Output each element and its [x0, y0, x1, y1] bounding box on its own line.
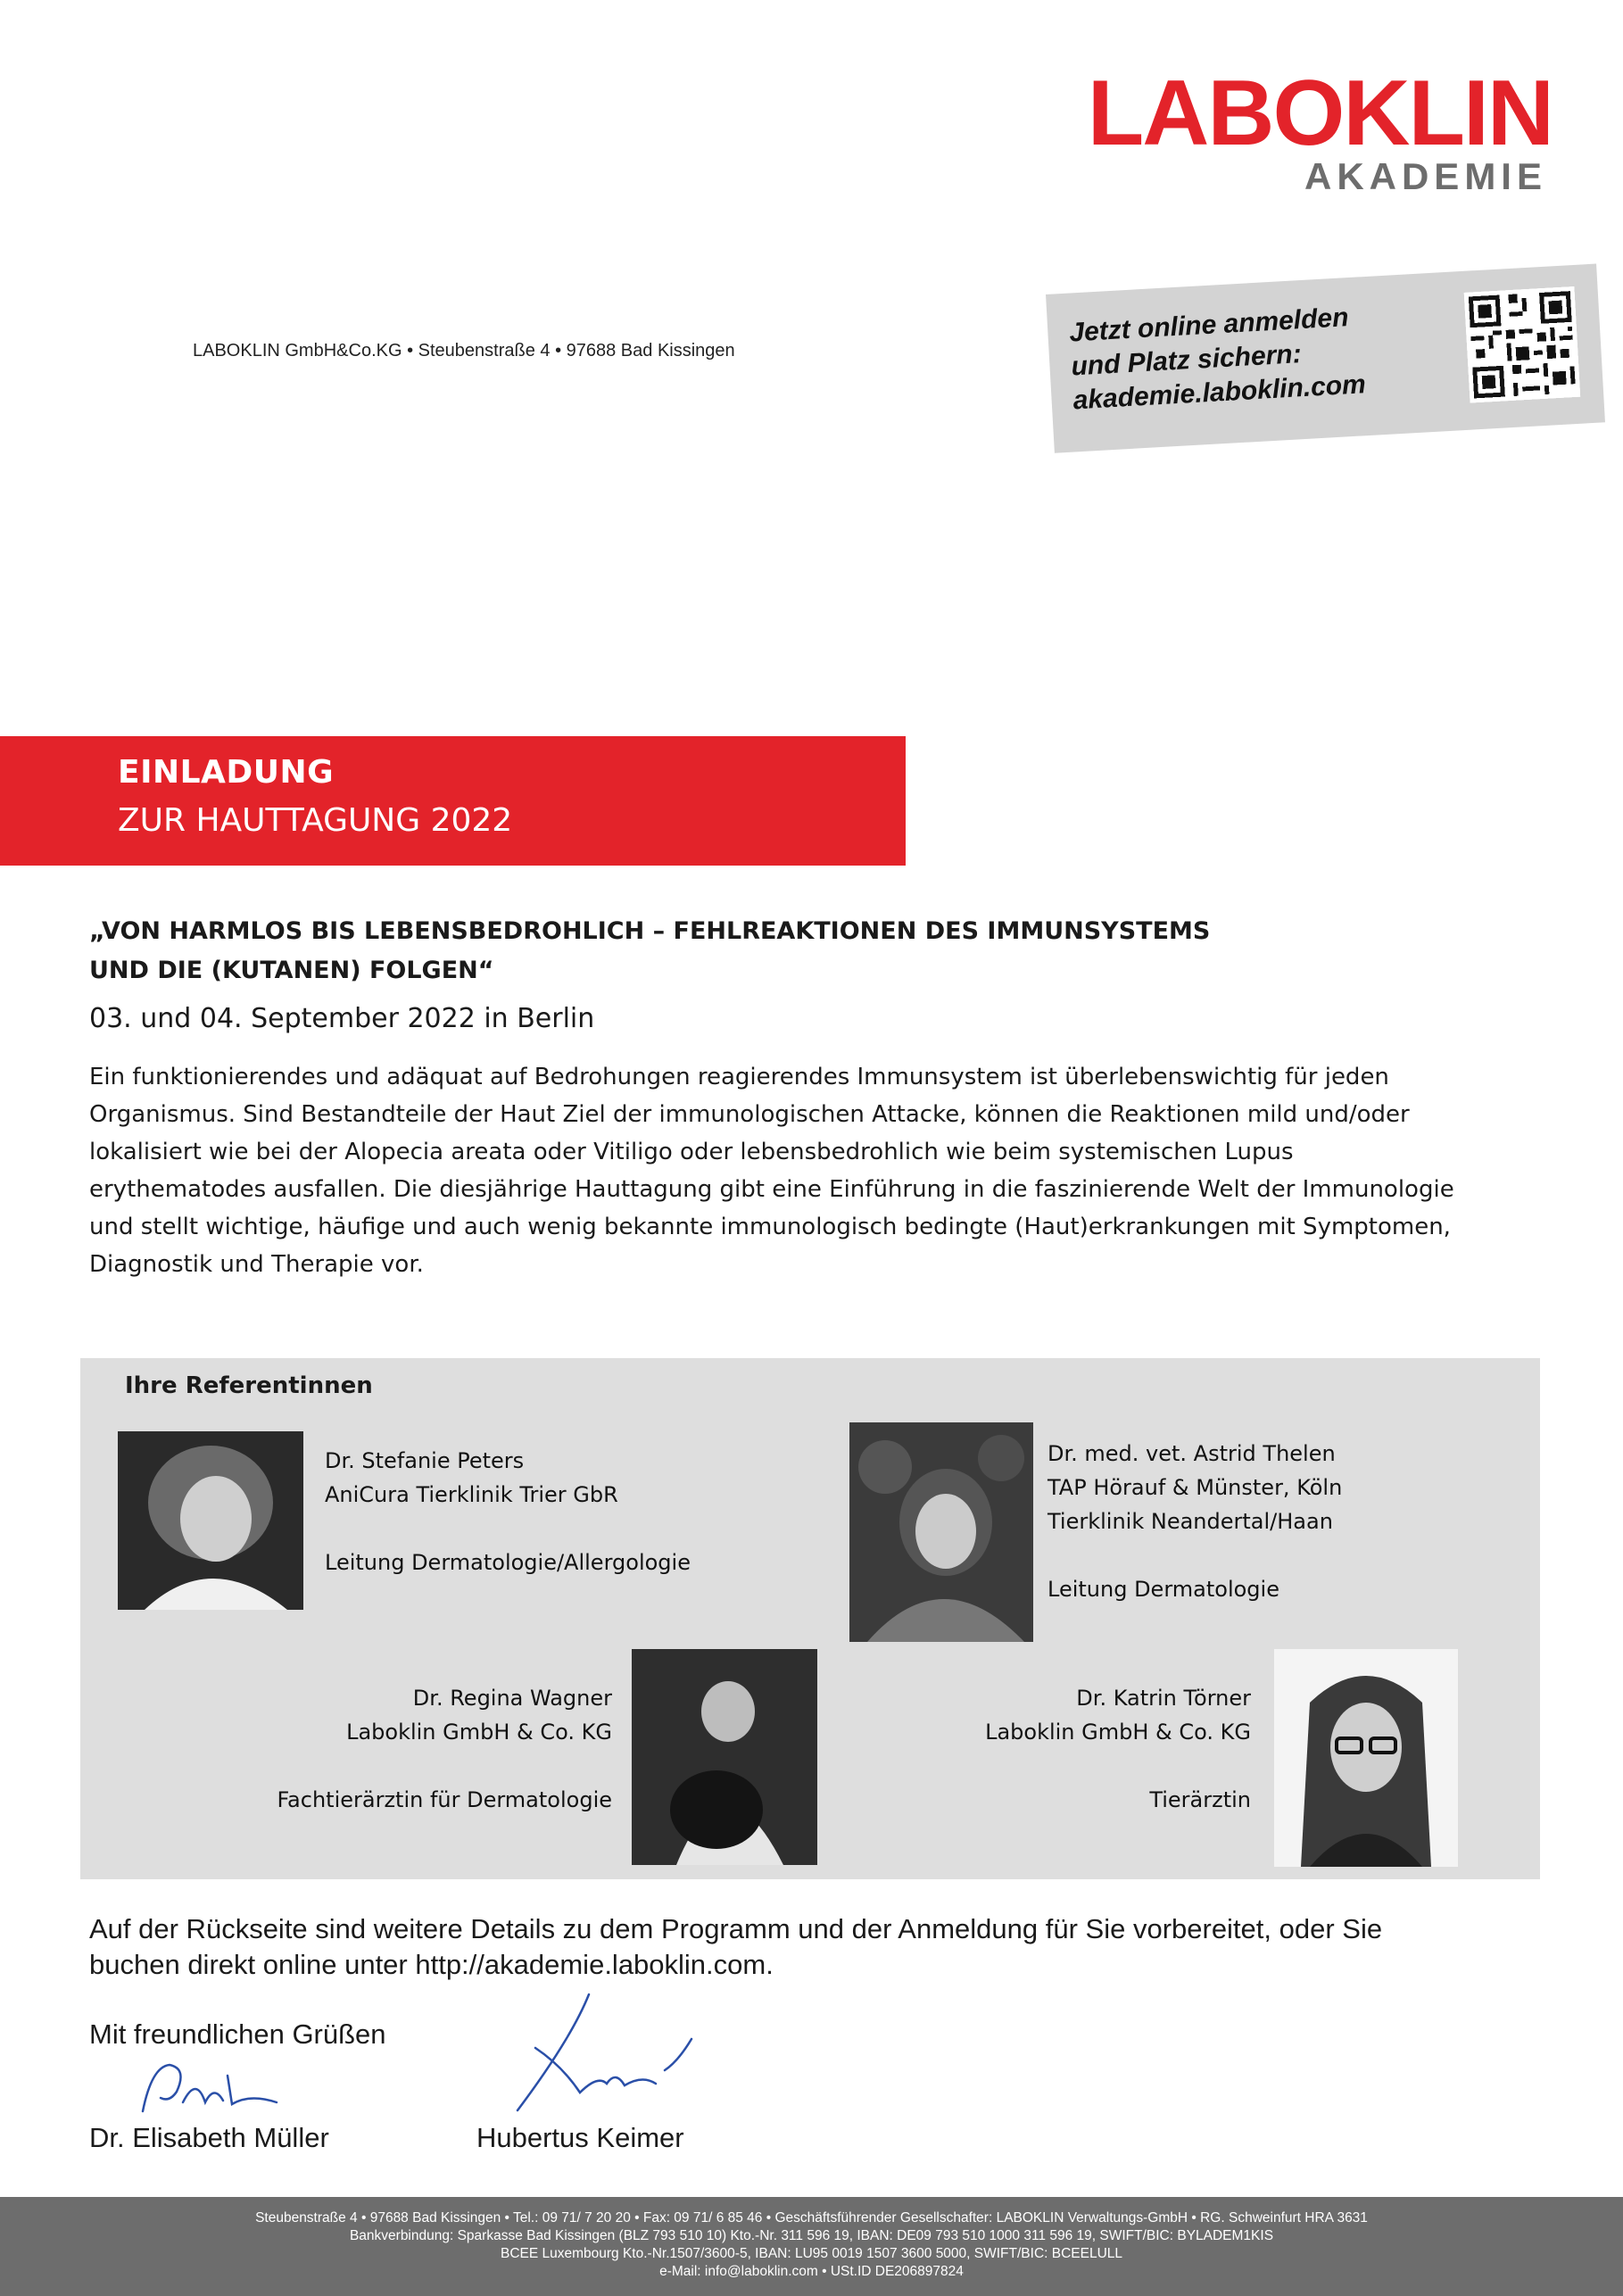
speaker-name: Dr. Stefanie Peters — [325, 1448, 525, 1473]
signature-keimer-icon — [500, 1985, 705, 2128]
intro-line: erythematodes ausfallen. Die diesjährige Hauttagung gibt eine Einführung in die faszinierende Welt der Immunologie — [89, 1176, 1454, 1203]
speaker-name: Dr. Katrin Törner — [1076, 1686, 1251, 1711]
signer-2: Hubertus Keimer — [476, 2122, 684, 2153]
footer-line: BCEE Luxembourg Kto.-Nr.1507/3600-5, IBAN: LU95 0019 1507 3600 5000, SWIFT/BIC: BCEELULL — [500, 2246, 1123, 2261]
footer-line: e-Mail: info@laboklin.com • USt.ID DE206897824 — [659, 2264, 964, 2279]
portrait-icon — [118, 1431, 303, 1610]
event-description — [89, 1058, 1544, 1283]
speakers-panel — [80, 1358, 1540, 1879]
speaker-photo-toerner — [1274, 1649, 1458, 1867]
intro-line: Diagnostik und Therapie vor. — [89, 1251, 424, 1278]
closing-line-1: Auf der Rückseite sind weitere Details zu dem Programm und der Anmeldung für Sie vorbereitet, oder Sie — [89, 1913, 1383, 1944]
event-title — [89, 912, 1535, 991]
event-title-line-1: „VON HARMLOS BIS LEBENSBEDROHLICH – FEHLREAKTIONEN DES IMMUNSYSTEMS — [89, 917, 1211, 945]
qr-code-icon[interactable] — [1464, 286, 1581, 403]
signature-mueller-icon — [134, 2049, 286, 2129]
sticker-line-1: Jetzt online anmelden — [1068, 303, 1350, 348]
online-registration-sticker — [1046, 264, 1605, 453]
speaker-photo-peters — [118, 1431, 303, 1610]
footer-line: Bankverbindung: Sparkasse Bad Kissingen (BLZ 793 510 10) Kto.-Nr. 311 596 19, IBAN: DE09 793 510 1000 311 596 19, SWIFT/BIC: BYLADEM1KIS — [349, 2228, 1274, 2243]
logo-brand: LABOKLIN — [1087, 62, 1553, 165]
footer-line: Steubenstraße 4 • 97688 Bad Kissingen • Tel.: 09 71/ 7 20 20 • Fax: 09 71/ 6 85 46 • Geschäftsführender Gesellschafter: LABOKLIN Verwaltungs-GmbH • RG. Schweinfurt HRA 3631 — [255, 2210, 1368, 2226]
portrait-icon — [1274, 1649, 1458, 1867]
speaker-photo-thelen — [849, 1422, 1033, 1642]
signer-1: Dr. Elisabeth Müller — [89, 2122, 329, 2153]
laboklin-logo — [1035, 62, 1553, 197]
sticker-line-2: und Platz sichern: — [1070, 339, 1303, 382]
invitation-banner — [0, 736, 906, 866]
speaker-role: Tierärztin — [1149, 1787, 1251, 1812]
speaker-role: Fachtierärztin für Dermatologie — [277, 1787, 612, 1812]
event-title-line-2: UND DIE (KUTANEN) FOLGEN“ — [89, 957, 494, 984]
sender-address: LABOKLIN GmbH&Co.KG • Steubenstraße 4 • 97688 Bad Kissingen — [193, 341, 735, 361]
speaker-organization: Laboklin GmbH & Co. KG — [346, 1720, 612, 1745]
intro-line: Ein funktionierendes und adäquat auf Bedrohungen reagierendes Immunsystem ist überlebenswichtig für jeden — [89, 1064, 1389, 1090]
speaker-toerner — [883, 1681, 1251, 1817]
speaker-organization-2: Tierklinik Neandertal/Haan — [1047, 1509, 1333, 1534]
speaker-thelen — [1047, 1437, 1342, 1606]
speaker-role: Leitung Dermatologie/Allergologie — [325, 1550, 691, 1575]
event-date: 03. und 04. September 2022 in Berlin — [89, 1003, 595, 1034]
sticker-text — [1068, 300, 1366, 418]
speaker-photo-wagner — [632, 1649, 817, 1865]
sticker-line-3: akademie.laboklin.com — [1072, 369, 1367, 416]
greeting: Mit freundlichen Grüßen — [89, 2018, 386, 2050]
speaker-peters — [325, 1444, 691, 1579]
intro-line: Organismus. Sind Bestandteile der Haut Ziel der immunologischen Attacke, können die Reaktionen mild und/oder — [89, 1101, 1410, 1128]
intro-line: lokalisiert wie bei der Alopecia areata oder Vitiligo oder lebensbedrohlich wie beim systemischen Lupus — [89, 1139, 1294, 1165]
speaker-organization: AniCura Tierklinik Trier GbR — [325, 1482, 618, 1507]
speaker-organization: TAP Hörauf & Münster, Köln — [1047, 1475, 1343, 1500]
speakers-heading: Ihre Referentinnen — [125, 1372, 373, 1399]
intro-line: und stellt wichtige, häufige und auch wenig bekannte immunologisch bedingte (Haut)erkrankungen mit Symptomen, — [89, 1214, 1451, 1240]
speaker-wagner — [241, 1681, 612, 1817]
speaker-name: Dr. med. vet. Astrid Thelen — [1047, 1441, 1336, 1466]
speaker-role: Leitung Dermatologie — [1047, 1577, 1279, 1602]
portrait-icon — [849, 1422, 1033, 1642]
closing-line-2: buchen direkt online unter http://akademie.laboklin.com. — [89, 1949, 774, 1980]
banner-title: EINLADUNG — [118, 754, 335, 791]
footer — [0, 2197, 1623, 2296]
closing-text — [89, 1911, 1553, 1983]
speaker-organization: Laboklin GmbH & Co. KG — [985, 1720, 1251, 1745]
speaker-name: Dr. Regina Wagner — [412, 1686, 612, 1711]
banner-subtitle: ZUR HAUTTAGUNG 2022 — [118, 802, 513, 839]
logo-akademie: AKADEMIE — [1304, 155, 1547, 197]
portrait-icon — [632, 1649, 817, 1865]
